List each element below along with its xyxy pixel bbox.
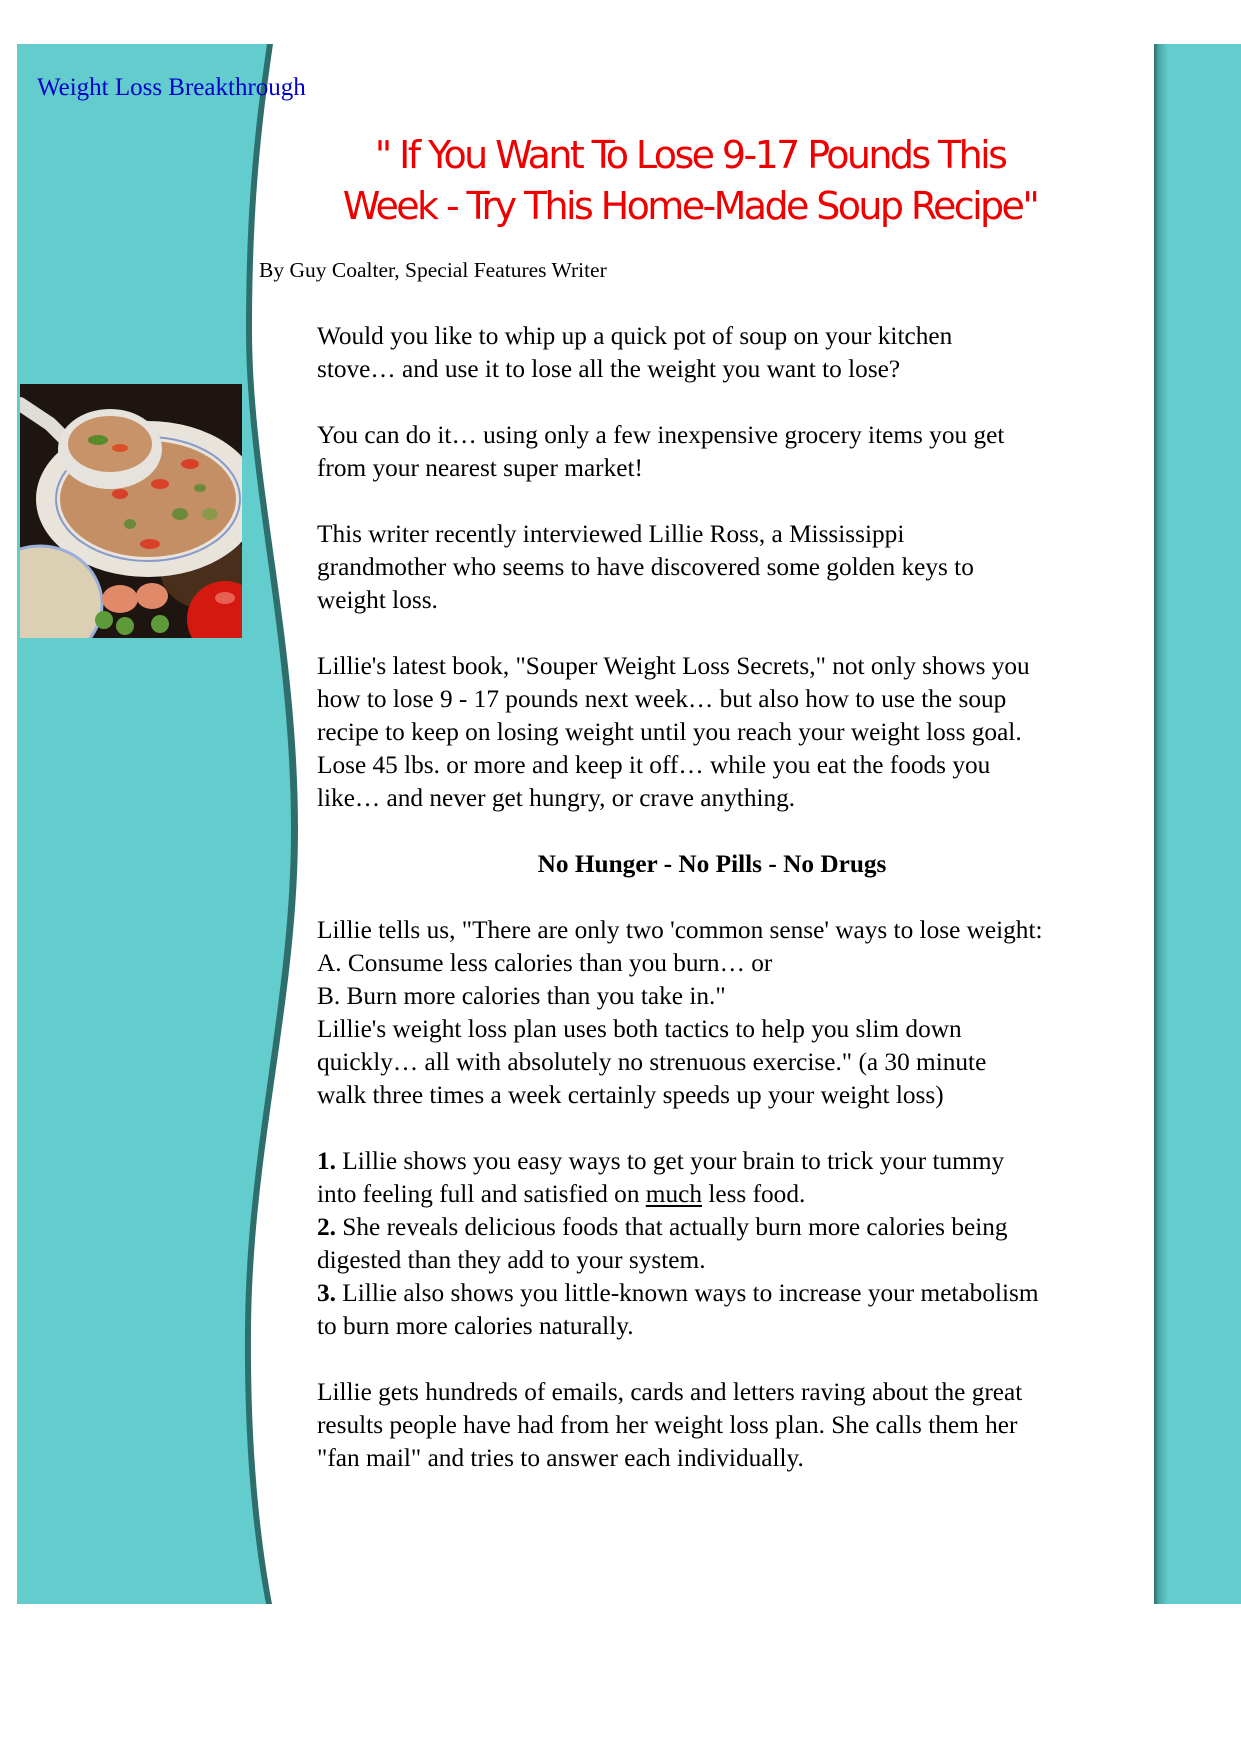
article-body — [317, 320, 1117, 1508]
headline — [330, 130, 1050, 232]
paragraph-grocery: You can do it… using only a few inexpensive grocery items you get from your nearest super market! — [317, 421, 1005, 482]
paragraph-common-sense: Lillie tells us, "There are only two 'common sense' ways to lose weight: A. Consume less calories than you burn… or B. Burn more calories than you take in." Lillie's weight loss plan uses both tactics to help you slim down quickly… all with absolutely no strenuous exercise." (a 30 minute walk three times a week certainly speeds up your weight loss) — [317, 916, 1043, 1109]
subheading: No Hunger - No Pills - No Drugs — [537, 850, 887, 878]
paragraph-book: Lillie's latest book, "Souper Weight Loss Secrets," not only shows you how to lose 9 - 17 pounds next week… but also how to use the soup recipe to keep on losing weight until you reach your weight loss goal. Lose 45 lbs. or more and keep it off… while you eat the foods you like… and never get hungry, or crave anything. — [317, 652, 1030, 812]
byline: By Guy Coalter, Special Features Writer — [259, 258, 607, 282]
site-title-link[interactable]: Weight Loss Breakthrough — [37, 74, 306, 101]
paragraph-interview: This writer recently interviewed Lillie Ross, a Mississippi grandmother who seems to have discovered some golden keys to weight loss. — [317, 520, 974, 614]
list-item-3: 3. Lillie also shows you little-known ways to increase your metabolism — [317, 1279, 1039, 1307]
list-item-2: 2. She reveals delicious foods that actually burn more calories being — [317, 1213, 1008, 1241]
list-item-1: 1. Lillie shows you easy ways to get your brain to trick your tummy — [317, 1147, 1005, 1175]
paragraph-fan-mail: Lillie gets hundreds of emails, cards and letters raving about the great results people have had from her weight loss plan. She calls them her "fan mail" and tries to answer each individually. — [317, 1378, 1023, 1472]
right-bar-shadow — [1154, 44, 1168, 1604]
soup-photo — [20, 384, 242, 638]
headline-line-1: " If You Want To Lose 9-17 Pounds This — [374, 133, 1006, 177]
emphasis-much: much — [645, 1180, 702, 1208]
paragraph-intro: Would you like to whip up a quick pot of soup on your kitchen stove… and use it to lose all the weight you want to lose? — [317, 322, 953, 383]
numbered-list: 1. Lillie shows you easy ways to get your brain to trick your tummy into feeling full and satisfied on much less food. 2. She reveals delicious foods that actually burn more calories being digested than they add to your system. 3. Lillie also shows you little-known ways to increase your metabolism to burn more calories naturally. — [317, 1145, 1117, 1343]
headline-line-2: Week - Try This Home-Made Soup Recipe" — [342, 184, 1038, 228]
